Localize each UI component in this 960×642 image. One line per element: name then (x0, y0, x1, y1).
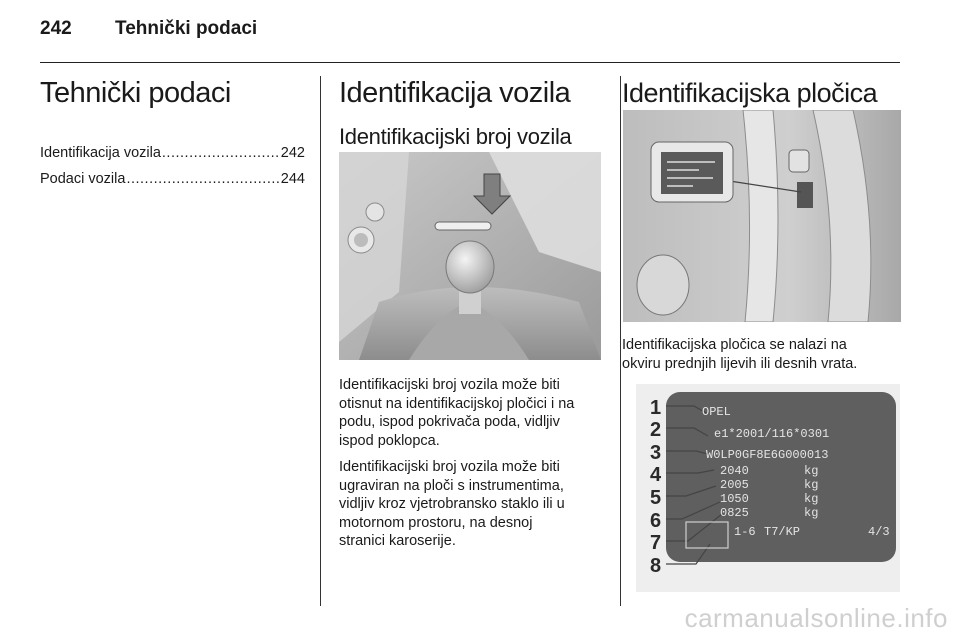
callout-number-3: 3 (650, 442, 662, 464)
right-body (622, 336, 902, 373)
plate-weight-4: 0825 (720, 506, 749, 520)
callout-number-7: 7 (650, 532, 662, 554)
plate-footer-mid: T7/KP (764, 525, 801, 539)
plate-unit-4: kg (804, 506, 819, 520)
toc-page: 244 (280, 171, 305, 187)
callout-number-4: 4 (650, 464, 662, 486)
identification-plate-illustration (636, 384, 900, 592)
toc-entry-vehicle-identification[interactable] (40, 140, 305, 166)
toc-label: Podaci vozila (40, 171, 126, 187)
toc-entry-vehicle-data[interactable] (40, 166, 305, 192)
plate-footer-left: 1-6 (734, 525, 756, 539)
chapter-title: Tehnički podaci (40, 77, 231, 109)
callout-number-1: 1 (650, 397, 662, 419)
plate-make: OPEL (702, 405, 731, 419)
plate-weight-1: 2040 (720, 464, 749, 478)
toc-leader (162, 140, 280, 166)
plate-footer-right: 4/3 (868, 525, 890, 539)
plate-weight-3: 1050 (720, 492, 749, 506)
plate-approval-number: e1*2001/116*0301 (714, 427, 830, 441)
callout-number-5: 5 (650, 487, 662, 509)
paragraph-1: Identifikacijski broj vozila može biti otisnut na identifikacijskoj pločici i na podu, ispod pokrivača poda, vidljiv ispod poklopca. (339, 377, 575, 449)
plate-location-text: Identifikacijska pločica se nalazi na okviru prednjih lijevih ili desnih vrata. (622, 337, 858, 372)
plate-section-title: Identifikacijska pločica (622, 78, 878, 108)
door-pillar-illustration (623, 110, 901, 322)
callout-number-8: 8 (650, 555, 662, 577)
page-number: 242 (40, 18, 72, 39)
column-divider-1 (320, 76, 321, 606)
gear-shifter-illustration (339, 152, 601, 360)
plate-unit-2: kg (804, 478, 819, 492)
plate-weight-2: 2005 (720, 478, 749, 492)
watermark: carmanualsonline.info (684, 603, 948, 633)
header-rule (40, 62, 900, 63)
callout-number-6: 6 (650, 510, 662, 532)
plate-unit-3: kg (804, 492, 819, 506)
right-column (622, 76, 902, 110)
table-of-contents (40, 140, 305, 192)
middle-body (339, 376, 609, 551)
column-divider-2 (620, 76, 621, 606)
plate-unit-1: kg (804, 464, 819, 478)
plate-vin: W0LP0GF8E6G000013 (706, 448, 829, 462)
paragraph-2: Identifikacijski broj vozila može biti ugraviran na ploči s instrumentima, vidljiv kroz vjetrobransko staklo ili u motornom prostoru, na desnoj stranici karoserije. (339, 459, 565, 549)
section-title: Identifikacija vozila (339, 77, 571, 109)
toc-label: Identifikacija vozila (40, 145, 161, 161)
left-column (40, 76, 305, 192)
subsection-title: Identifikacijski broj vozila (339, 124, 572, 149)
callout-number-2: 2 (650, 419, 662, 441)
toc-page: 242 (280, 145, 305, 161)
toc-leader (126, 166, 279, 192)
middle-column (339, 76, 604, 150)
running-title: Tehnički podaci (115, 18, 258, 39)
